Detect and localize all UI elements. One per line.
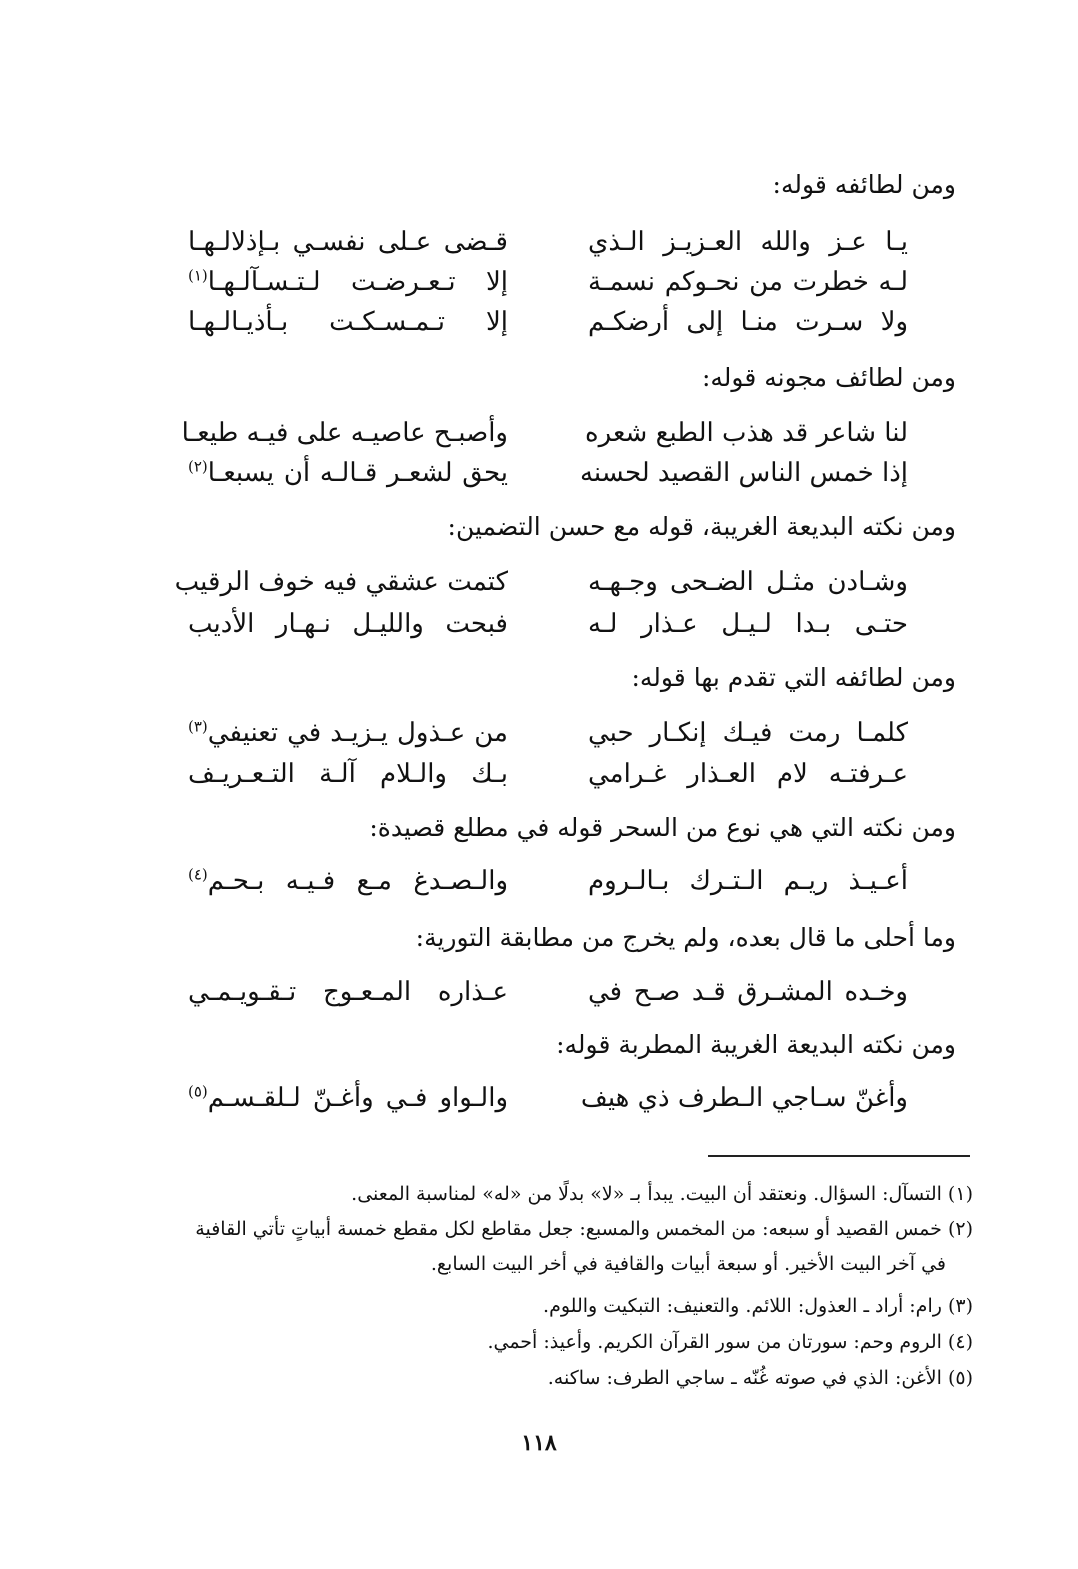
section-intro: ومن نكته البديعة الغريبة، قوله مع حسن التضمين: bbox=[447, 512, 956, 541]
section-intro: ومن لطائف مجونه قوله: bbox=[701, 363, 956, 392]
verse-line bbox=[178, 714, 908, 752]
verse-line bbox=[178, 605, 908, 643]
hemistich-text: والـصـدغ مـع فـيـه بـحـم bbox=[207, 866, 508, 896]
footnote: (١) التسآل: السؤال. ونعتقد أن البيت. يبدأ بـ «لا» بدلًا من «له» لمناسبة المعنى. bbox=[351, 1183, 973, 1205]
first-hemistich: وخـده المشـرق قـد صـح في bbox=[588, 977, 908, 1007]
hemistich-text: يحق لشعـر قـالـه أن يسبعـا bbox=[207, 458, 508, 488]
section-intro: ومن لطائفه قوله: bbox=[772, 170, 956, 199]
section-intro: ومن لطائفه التي تقدم بها قوله: bbox=[631, 663, 956, 692]
section-intro: ومن نكته البديعة الغريبة المطربة قوله: bbox=[556, 1030, 956, 1059]
footnote: (٣) رام: أراد ـ العذول: اللائم. والتعنيف: التبكيت واللوم. bbox=[543, 1295, 973, 1317]
first-hemistich: ولا سـرت منـا إلى أرضكـم bbox=[588, 307, 908, 337]
first-hemistich: كلمـا رمت فيـك إنكـار حبي bbox=[588, 718, 908, 748]
footnote: (٢) خمس القصيد أو سبعه: من المخمس والمسبع: جعل مقاطع لكل مقطع خمسة أبياتٍ تأتي القافية bbox=[195, 1218, 973, 1240]
second-hemistich: فبحت والليـل نـهـار الأديب bbox=[188, 609, 508, 639]
second-hemistich: قـضى عـلى نفسـي بـإذلالـهـا bbox=[188, 227, 508, 257]
section-intro: ومن نكته التي هي نوع من السحر قوله في مطلع قصيدة: bbox=[369, 813, 956, 842]
hemistich-text: إلا تـعـرضـت لـتـسـآلـهـا bbox=[207, 267, 508, 297]
hemistich-text: والـواو فـي وأغـنّ لـلقـسـم bbox=[207, 1083, 508, 1113]
verse-line bbox=[178, 263, 908, 301]
footnote-marker: (٤) bbox=[188, 865, 208, 884]
second-hemistich bbox=[188, 263, 508, 301]
section-intro: وما أحلى ما قال بعده، ولم يخرج من مطابقة التورية: bbox=[415, 923, 956, 952]
first-hemistich: لـه خطرت من نحـوكم نسمـة bbox=[588, 267, 908, 297]
second-hemistich bbox=[188, 862, 508, 900]
verse-line bbox=[178, 414, 908, 452]
verse-line bbox=[178, 973, 908, 1011]
verse-line bbox=[178, 862, 908, 900]
hemistich-text: من عـذول يـزيـد في تعنيفي bbox=[207, 718, 508, 748]
first-hemistich: حتـى بـدا لـيـل عـذار لـه bbox=[588, 609, 908, 639]
first-hemistich: يـا عـز والله العـزيـز الـذي bbox=[588, 227, 908, 257]
second-hemistich bbox=[188, 454, 508, 492]
second-hemistich: كتمت عشقي فيه خوف الرقيب bbox=[174, 567, 508, 597]
footnote-continuation: في آخر البيت الأخير. أو سبعة أبيات والقافية في أخر البيت السابع. bbox=[430, 1253, 946, 1275]
verse-line bbox=[178, 755, 908, 793]
footnote: (٥) الأغن: الذي في صوته غُنّه ـ ساجي الطرف: ساكنه. bbox=[547, 1367, 973, 1389]
second-hemistich: بـك والـلام آلـة التـعـريـف bbox=[188, 759, 508, 789]
first-hemistich: لنا شاعر قد هذب الطبع شعره bbox=[585, 418, 908, 448]
verse-line bbox=[178, 1079, 908, 1117]
second-hemistich bbox=[188, 714, 508, 752]
verse-line bbox=[178, 223, 908, 261]
first-hemistich: إذا خمس الناس القصيد لحسنه bbox=[579, 458, 908, 488]
page-number: ١١٨ bbox=[521, 1430, 557, 1456]
verse-line bbox=[178, 454, 908, 492]
second-hemistich: إلا تـمـسـكـت بـأذيـالـهـا bbox=[188, 307, 508, 337]
first-hemistich: أعـيـذ ريـم الـتـرك بـالـروم bbox=[588, 866, 908, 896]
first-hemistich: وأغنّ سـاجي الـطرف ذي هيف bbox=[580, 1083, 908, 1113]
footnote-marker: (١) bbox=[188, 266, 208, 285]
footnote-marker: (٣) bbox=[188, 717, 208, 736]
footnote: (٤) الروم وحم: سورتان من سور القرآن الكريم. وأعيذ: أحمي. bbox=[487, 1331, 973, 1353]
footnote-marker: (٥) bbox=[188, 1082, 208, 1101]
verse-line bbox=[178, 303, 908, 341]
footnote-separator bbox=[708, 1155, 970, 1157]
second-hemistich: وأصبـح عاصيـه على فيـه طيعـا bbox=[181, 418, 508, 448]
first-hemistich: وشـادن مثـل الضـحى وجـهـه bbox=[588, 567, 908, 597]
second-hemistich: عـذاره المـعـوج تـقـويـمـي bbox=[188, 977, 508, 1007]
verse-line bbox=[174, 563, 908, 601]
first-hemistich: عـرفتـه لام العـذار غـرامي bbox=[588, 759, 908, 789]
footnote-marker: (٢) bbox=[188, 457, 208, 476]
second-hemistich bbox=[188, 1079, 508, 1117]
